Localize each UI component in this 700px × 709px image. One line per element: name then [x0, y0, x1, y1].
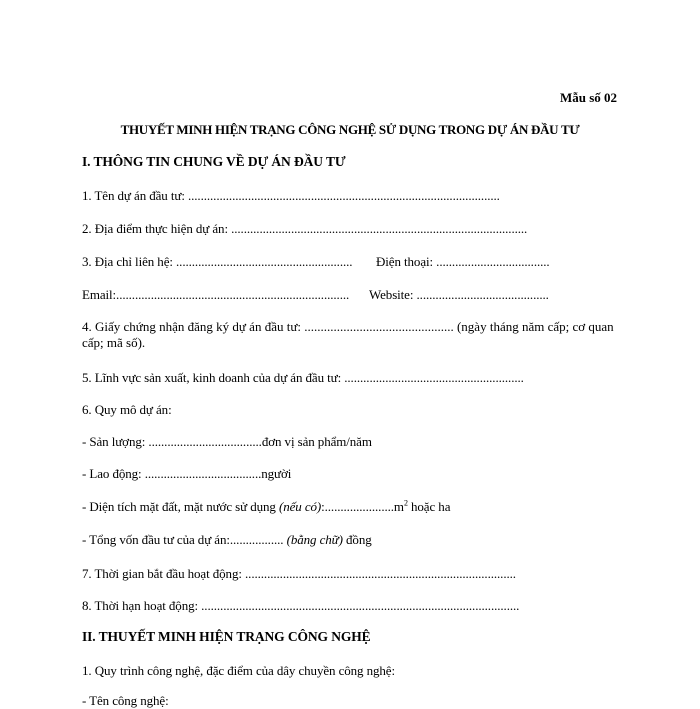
field-labor: - Lao động: .....................................người	[82, 466, 292, 481]
field-output: - Sản lượng: ....................................đơn vị sản phẩm/năm	[82, 434, 372, 449]
form-number: Mẫu số 02	[559, 90, 617, 105]
land-area-note: (nếu có)	[278, 499, 322, 514]
field-project-scale: 6. Quy mô dự án:	[82, 402, 172, 417]
field-duration: 8. Thời hạn hoạt động: .....................................................................................................	[82, 598, 520, 613]
section-1-heading: I. THÔNG TIN CHUNG VỀ DỰ ÁN ĐẦU TƯ	[82, 154, 346, 169]
field-website: Website: ..........................................	[369, 287, 549, 302]
field-email: Email:..........................................................................	[82, 287, 350, 302]
land-area-unit-alt: hoặc ha	[407, 499, 451, 514]
section-2-heading: II. THUYẾT MINH HIỆN TRẠNG CÔNG NGHỆ	[82, 629, 371, 644]
field-phone: Điện thoại: ....................................	[376, 254, 550, 269]
field-project-name: 1. Tên dự án đầu tư: ...................................................................................................	[82, 188, 500, 203]
field-contact-address: 3. Địa chỉ liên hệ: ........................................................	[82, 254, 353, 269]
field-investment-certificate: 4. Giấy chứng nhận đăng ký dự án đầu tư: .............................................. (ngày tháng năm cấp; cơ quan cấp; mã số).	[82, 319, 614, 350]
land-area-blank: :......................m	[321, 499, 404, 514]
capital-label: - Tổng vốn đầu tư của dự án:.................	[82, 532, 287, 547]
capital-in-words: (bằng chữ)	[286, 532, 343, 547]
field-technology-process: 1. Quy trình công nghệ, đặc điểm của dây chuyền công nghệ:	[82, 663, 395, 678]
land-area-label: - Diện tích mặt đất, mặt nước sử dụng	[82, 499, 279, 514]
field-technology-name: - Tên công nghệ:	[82, 693, 169, 708]
field-business-sector: 5. Lĩnh vực sản xuất, kinh doanh của dự án đầu tư: .........................................................	[82, 370, 524, 385]
document-title: THUYẾT MINH HIỆN TRẠNG CÔNG NGHỆ SỬ DỤNG TRONG DỰ ÁN ĐẦU TƯ	[120, 122, 580, 137]
field-land-area	[82, 499, 450, 515]
field-start-time: 7. Thời gian bắt đầu hoạt động: ......................................................................................	[82, 566, 516, 581]
field-total-capital	[82, 532, 372, 548]
capital-currency: đồng	[342, 532, 372, 547]
field-project-location: 2. Địa điểm thực hiện dự án: ..............................................................................................	[82, 221, 528, 236]
land-area-unit-sup: 2	[403, 498, 408, 508]
